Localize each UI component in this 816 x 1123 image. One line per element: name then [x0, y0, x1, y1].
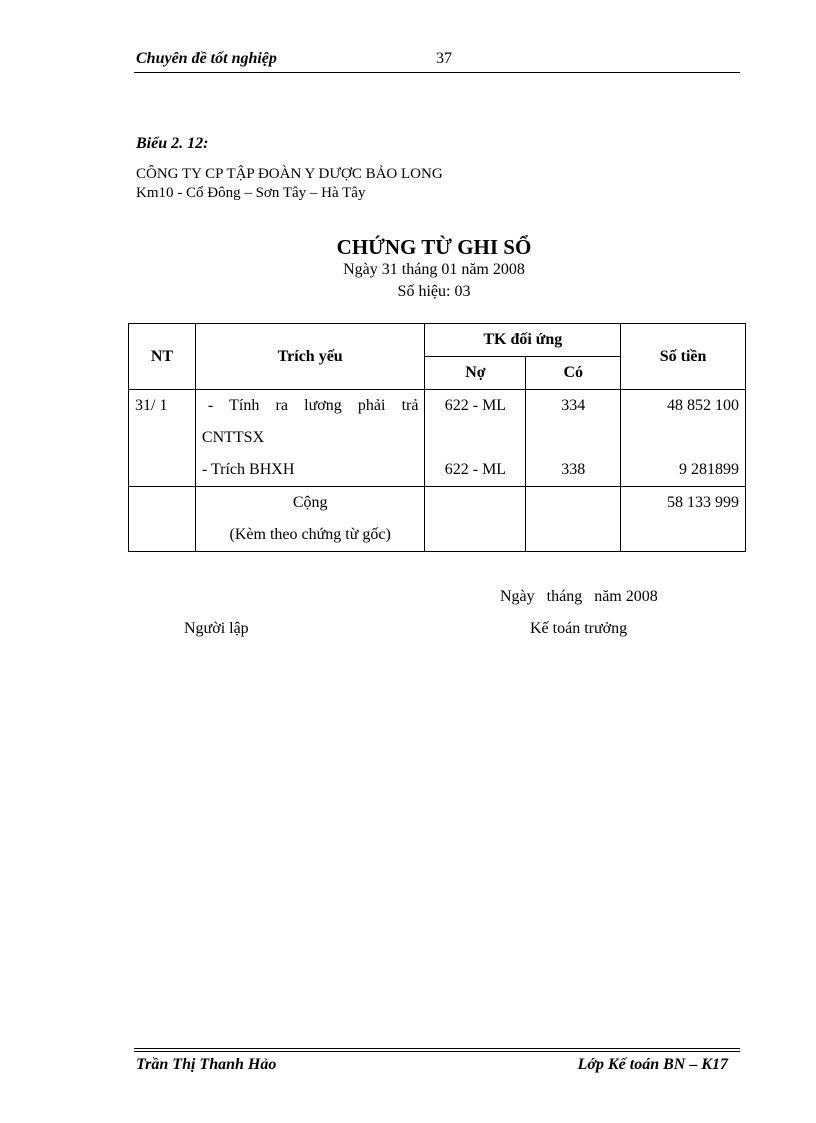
header-no: Nợ [425, 357, 526, 390]
document-number: Số hiệu: 03 [397, 283, 471, 300]
form-label: Biểu 2. 12: [136, 135, 209, 152]
co-value-1: 334 [561, 397, 586, 414]
header-divider [134, 72, 740, 73]
amount-value-2: 9 281899 [679, 461, 739, 478]
total-amount-cell [621, 487, 746, 552]
cell-no [425, 390, 526, 487]
desc-line-3: - Trích BHXH [201, 461, 295, 478]
footer-class: Lớp Kế toán BN – K17 [577, 1056, 728, 1073]
total-co-cell [526, 487, 621, 552]
total-amount: 58 133 999 [667, 494, 739, 511]
footer-divider-2 [134, 1051, 740, 1052]
cell-desc [195, 390, 425, 487]
cell-co [526, 390, 621, 487]
total-no-cell [425, 487, 526, 552]
table-header-row [129, 324, 746, 357]
page-number: 37 [436, 50, 452, 67]
cell-nt [129, 390, 196, 487]
co-value-2: 338 [561, 461, 586, 478]
table-row [129, 390, 746, 487]
ledger-table [128, 323, 746, 552]
company-name: CÔNG TY CP TẬP ĐOÀN Y DƯỢC BẢO LONG [136, 166, 443, 182]
total-nt-cell [129, 487, 196, 552]
footer-author: Trần Thị Thanh Hảo [136, 1056, 277, 1073]
table-total-row [129, 487, 746, 552]
document-date: Ngày 31 tháng 01 năm 2008 [343, 261, 525, 278]
header-co: Có [526, 357, 621, 390]
total-note: (Kèm theo chứng từ gốc) [229, 526, 391, 543]
company-block [136, 165, 443, 203]
chief-accountant-label: Kế toán trưởng [530, 620, 628, 637]
desc-line-2: CNTTSX [201, 429, 265, 446]
header-title: Chuyên đề tốt nghiệp [136, 50, 277, 67]
nt-value: 31/ 1 [135, 397, 168, 414]
total-label-cell [195, 487, 425, 552]
signature-date: Ngày tháng năm 2008 [500, 588, 658, 605]
header-so-tien: Số tiền [621, 324, 746, 390]
cell-amount [621, 390, 746, 487]
header-nt: NT [129, 324, 196, 390]
no-value-2: 622 - ML [444, 461, 507, 478]
header-tk-doi-ung: TK đối ứng [425, 324, 621, 357]
desc-line-1: - Tính ra lương phải trả [207, 397, 419, 414]
company-address: Km10 - Cổ Đông – Sơn Tây – Hà Tây [136, 185, 366, 201]
no-value-1: 622 - ML [444, 397, 507, 414]
document-title: CHỨNG TỪ GHI SỔ [336, 235, 532, 259]
amount-value-1: 48 852 100 [667, 397, 739, 414]
total-label: Cộng [292, 494, 328, 511]
header-trich-yeu: Trích yếu [195, 324, 425, 390]
preparer-label: Người lập [184, 620, 249, 637]
footer-divider [134, 1048, 740, 1049]
